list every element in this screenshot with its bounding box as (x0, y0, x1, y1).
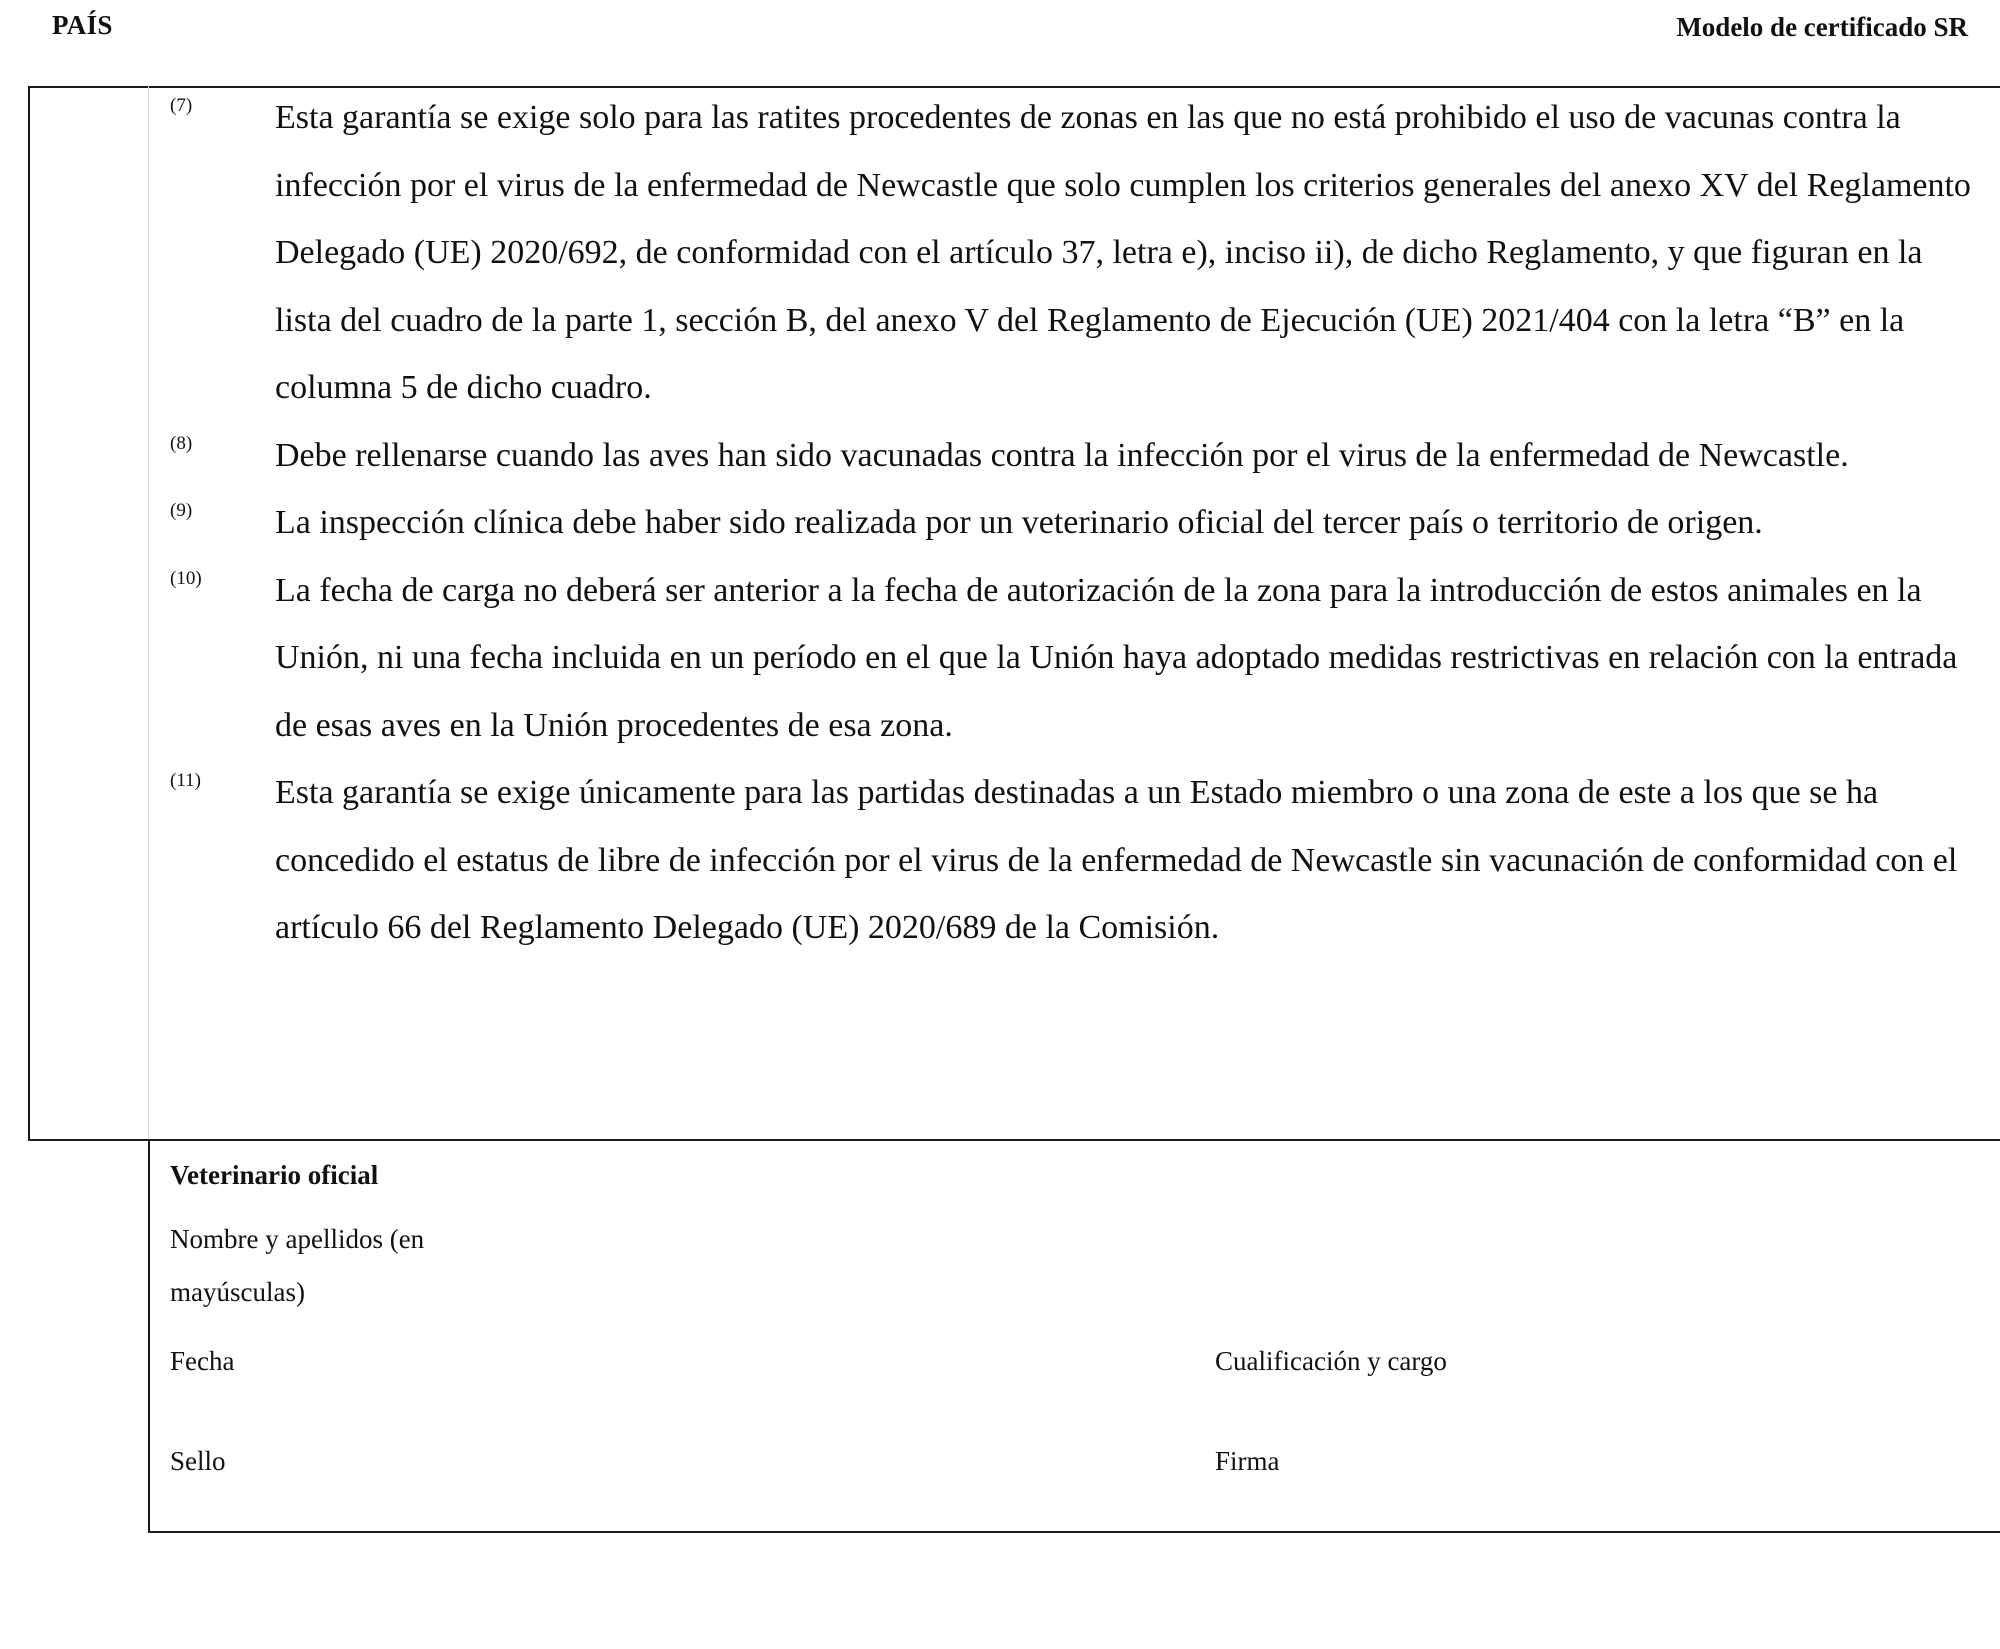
footnotes-list (170, 84, 1975, 962)
footnote-item (170, 557, 1975, 760)
signature-box-left-border (148, 1139, 150, 1533)
qualification-field-label: Cualificación y cargo (1215, 1346, 1447, 1376)
footnote-item (170, 422, 1975, 490)
footnote-number: (8) (170, 432, 193, 454)
footnote-number: (9) (170, 500, 193, 521)
footnote-number: (11) (170, 770, 201, 791)
certificate-model-heading: Modelo de certificado SR (1676, 12, 1968, 42)
frame-inner-faint-border (148, 86, 149, 1139)
footnote-item (170, 489, 1975, 557)
signature-box-bottom-border (148, 1531, 2000, 1533)
official-vet-title: Veterinario oficial (170, 1160, 379, 1190)
name-field-label: Nombre y apellidos (en mayúsculas) (170, 1224, 425, 1307)
footnote-text: La fecha de carga no deberá ser anterior a la fecha de autorización de la zona para la introducción de estos animales en la Unión, ni una fecha incluida en un período en el que la Unión haya adoptado medidas restrictivas en relación con la entrada de esas aves en la Unión procedentes de esa zona. (275, 571, 1958, 744)
footnote-number: (10) (170, 567, 202, 589)
frame-left-border (28, 86, 30, 1141)
footnote-number: (7) (170, 95, 193, 116)
footnote-item (170, 759, 1975, 962)
footnote-item (170, 84, 1975, 422)
signature-field-label: Firma (1215, 1446, 1280, 1476)
footnote-text: Esta garantía se exige solo para las ratites procedentes de zonas en las que no está prohibido el uso de vacunas contra la infección por el virus de la enfermedad de Newcastle que solo cumplen los criterios generales del anexo XV del Reglamento Delegado (UE) 2020/692, de conformidad con el artículo 37, letra e), inciso ii), de dicho Reglamento, y que figuran en la lista del cuadro de la parte 1, sección B, del anexo V del Reglamento de Ejecución (UE) 2021/404 con la letra “B” en la columna 5 de dicho cuadro. (275, 99, 1971, 406)
footnote-text: Esta garantía se exige únicamente para las partidas destinadas a un Estado miembro o una zona de este a los que se ha concedido el estatus de libre de infección por el virus de la enfermedad de Newcastle sin vacunación de conformidad con el artículo 66 del Reglamento Delegado (UE) 2020/689 de la Comisión. (275, 774, 1958, 946)
country-heading: PAÍS (52, 10, 113, 40)
frame-middle-border (28, 1139, 2000, 1141)
footnote-text: La inspección clínica debe haber sido realizada por un veterinario oficial del tercer país o territorio de origen. (275, 504, 1763, 541)
stamp-field-label: Sello (170, 1446, 226, 1476)
footnote-text: Debe rellenarse cuando las aves han sido vacunadas contra la infección por el virus de la enfermedad de Newcastle. (275, 436, 1849, 474)
date-field-label: Fecha (170, 1346, 235, 1376)
official-vet-section (170, 1150, 1970, 1520)
